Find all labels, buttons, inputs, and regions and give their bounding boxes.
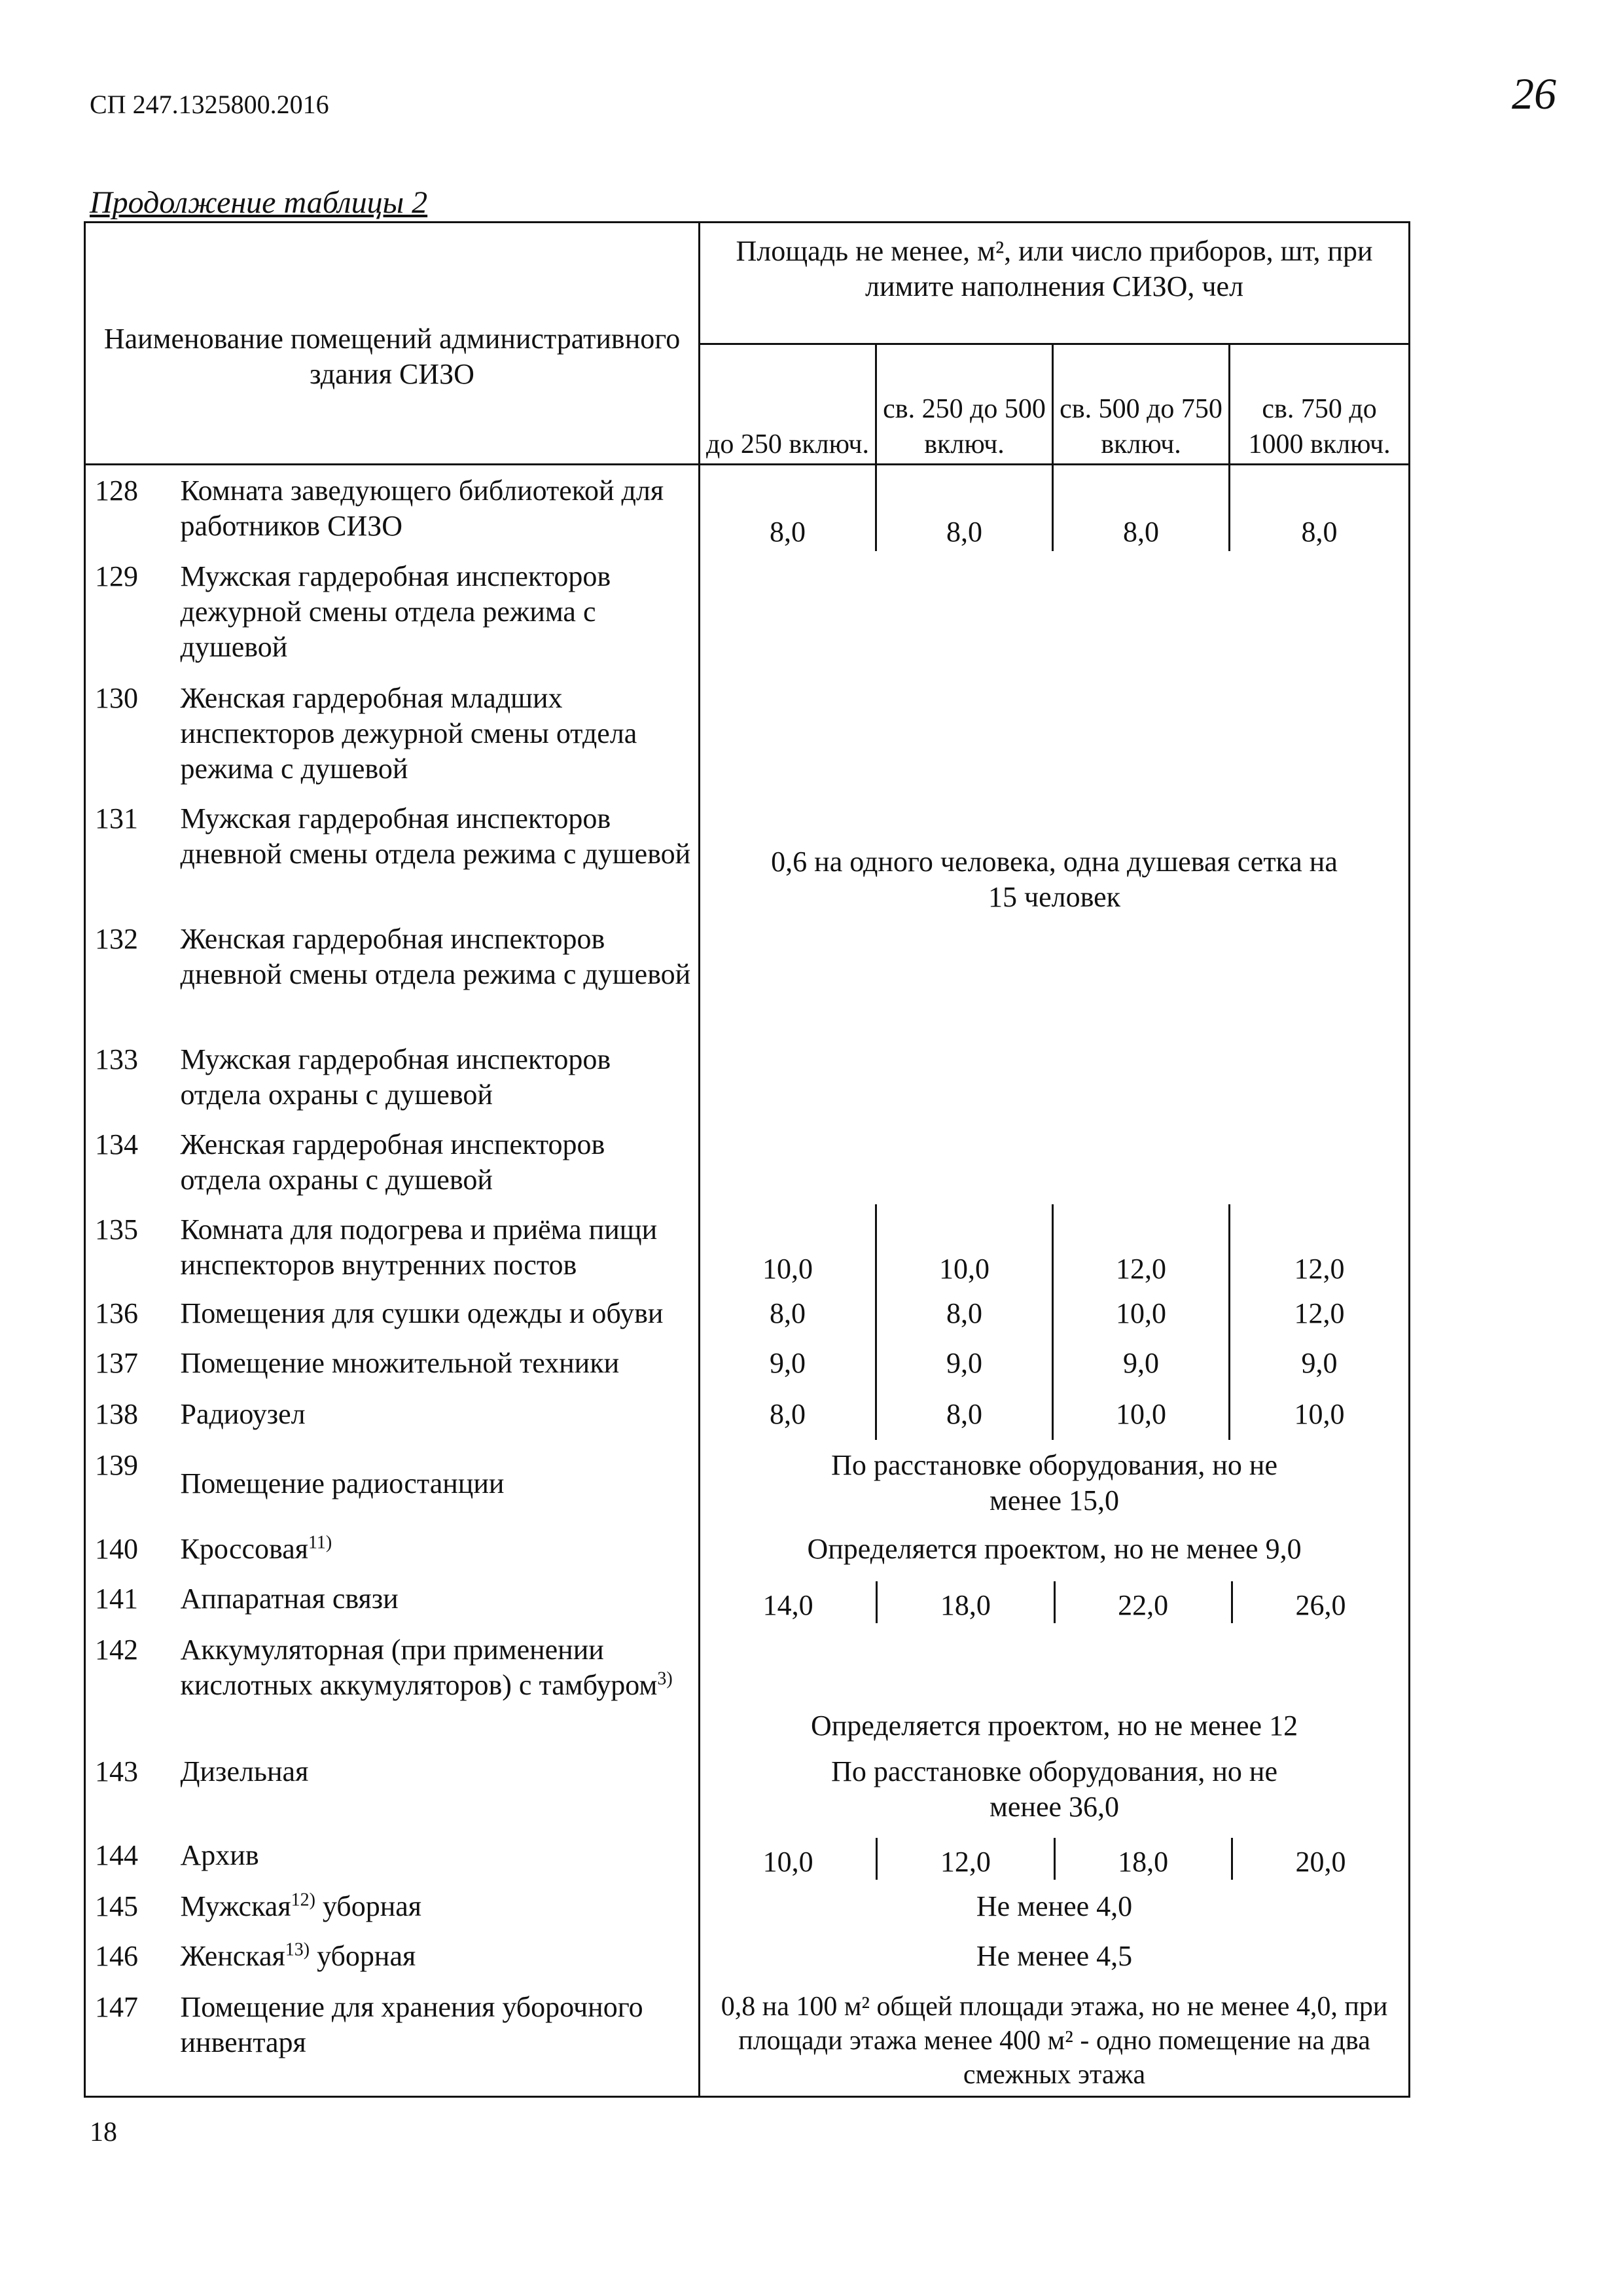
value-cell: 8,0 (1230, 465, 1410, 551)
row-number: 135 (85, 1204, 171, 1288)
room-name: Дизельная (171, 1746, 700, 1830)
table-caption: Продолжение таблицы 2 (90, 185, 428, 220)
merged-value-cell: 0,8 на 100 м² общей площади этажа, но не менее 4,0, при площади этажа менее 400 м² - одно помещение на два смежных этажа (700, 1982, 1410, 2097)
value-group (700, 1830, 1410, 1881)
room-name (171, 1881, 700, 1931)
table-row (85, 1440, 1410, 1524)
room-name-tail: уборная (315, 1890, 422, 1922)
room-name: Мужская гардеробная инспекторов дневной смены отдела режима с душевой (171, 793, 700, 914)
merged-value-cell: Не менее 4,5 (700, 1931, 1410, 1982)
merged-value-cell (700, 551, 1410, 1204)
value-cell: 9,0 (876, 1338, 1053, 1389)
room-name: Архив (171, 1830, 700, 1881)
table-row (85, 1524, 1410, 1573)
value-cell: 9,0 (770, 1346, 806, 1379)
room-name (171, 1931, 700, 1982)
value-cell: 20,0 (1295, 1845, 1346, 1878)
room-name: Женская гардеробная младших инспекторов дежурной смены отдела режима с душевой (171, 673, 700, 793)
room-name-text: Аккумуляторная (при применении кислотных аккумуляторов) с тамбуром (180, 1633, 658, 1701)
value-cell: 8,0 (876, 1288, 1053, 1338)
value-cell: 8,0 (1053, 465, 1230, 551)
subheader-col-1: до 250 включ. (700, 344, 876, 465)
room-name: Мужская гардеробная инспекторов отдела охраны с душевой (171, 1034, 700, 1119)
room-name: Помещение радиостанции (171, 1440, 700, 1524)
value-cell: 10,0 (1053, 1288, 1230, 1338)
value-cell: 10,0 (876, 1204, 1053, 1288)
value-cell: 9,0 (1053, 1338, 1230, 1389)
merged-text: 0,6 на одного человека, одна душевая сетка на 15 человек (771, 845, 1338, 913)
rooms-area-table (84, 221, 1410, 2098)
room-name: Радиоузел (171, 1389, 700, 1440)
header-room-name: Наименование помещений административного здания СИЗО (85, 223, 700, 465)
value-cell: 9,0 (1230, 1338, 1410, 1389)
page-number: 18 (90, 2117, 117, 2147)
row-number: 141 (85, 1573, 171, 1624)
room-name: Мужская гардеробная инспекторов дежурной смены отдела режима с душевой (171, 551, 700, 673)
row-number: 130 (85, 673, 171, 793)
table-row (85, 1288, 1410, 1338)
room-name: Помещение для хранения уборочного инвентаря (171, 1982, 700, 2097)
room-name-text: Женская (180, 1939, 285, 1972)
room-name: Комната заведующего библиотекой для работников СИЗО (171, 465, 700, 551)
row-number: 137 (85, 1338, 171, 1389)
room-name: Помещения для сушки одежды и обуви (171, 1288, 700, 1338)
footnote-ref: 12) (291, 1889, 315, 1910)
table-row (85, 1389, 1410, 1440)
merged-value-cell (700, 1746, 1410, 1830)
table-row (85, 1830, 1410, 1881)
row-number: 140 (85, 1524, 171, 1573)
table-row (85, 1982, 1410, 2097)
row-number: 128 (85, 465, 171, 551)
merged-text: По расстановке оборудования, но не менее 36,0 (831, 1755, 1277, 1823)
room-name-text: Мужская (180, 1890, 291, 1922)
row-number: 131 (85, 793, 171, 914)
row-number: 139 (85, 1440, 171, 1524)
merged-value-cell: Не менее 4,0 (700, 1881, 1410, 1931)
value-cell: 8,0 (876, 1389, 1053, 1440)
row-number: 145 (85, 1881, 171, 1931)
subheader-col-4: св. 750 до 1000 включ. (1230, 344, 1410, 465)
value-cell: 12,0 (1230, 1288, 1410, 1338)
room-name (171, 1524, 700, 1573)
row-number: 132 (85, 914, 171, 1034)
merged-text: По расстановке оборудования, но не менее 15,0 (831, 1448, 1277, 1516)
table-row (85, 1624, 1410, 1746)
row-number: 146 (85, 1931, 171, 1982)
table-row (85, 551, 1410, 673)
row-number: 133 (85, 1034, 171, 1119)
value-cell: 12,0 (1230, 1204, 1410, 1288)
value-cell: 8,0 (770, 515, 806, 548)
header-area-limit: Площадь не менее, м², или число приборов, шт, при лимите наполнения СИЗО, чел (700, 223, 1410, 344)
value-cell: 18,0 (1118, 1845, 1169, 1878)
merged-value-cell: Определяется проектом, но не менее 9,0 (700, 1524, 1410, 1573)
value-cell: 22,0 (1118, 1588, 1169, 1621)
value-cell: 10,0 (762, 1252, 813, 1285)
value-cell: 12,0 (1053, 1204, 1230, 1288)
merged-value-cell (700, 1440, 1410, 1524)
value-group (700, 1573, 1410, 1624)
room-name: Комната для подогрева и приёма пищи инспекторов внутренних постов (171, 1204, 700, 1288)
room-name: Помещение множительной техники (171, 1338, 700, 1389)
table-row (85, 1931, 1410, 1982)
footnote-ref: 13) (285, 1939, 310, 1960)
room-name-tail: уборная (310, 1939, 416, 1972)
subheader-col-3: св. 500 до 750 включ. (1053, 344, 1230, 465)
merged-value-cell: Определяется проектом, но не менее 12 (700, 1624, 1410, 1746)
value-cell: 18,0 (940, 1588, 991, 1621)
inline-values (700, 1573, 1408, 1623)
room-name (171, 1624, 700, 1746)
table-row (85, 1881, 1410, 1931)
footnote-ref: 3) (657, 1668, 673, 1689)
room-name: Женская гардеробная инспекторов дневной смены отдела режима с душевой (171, 914, 700, 1034)
table-row (85, 465, 1410, 551)
row-number: 147 (85, 1982, 171, 2097)
table-row (85, 1746, 1410, 1830)
row-number: 138 (85, 1389, 171, 1440)
value-cell: 8,0 (770, 1397, 806, 1430)
value-cell: 14,0 (762, 1588, 813, 1621)
value-cell: 8,0 (876, 465, 1053, 551)
value-cell: 10,0 (762, 1845, 813, 1878)
value-cell: 10,0 (1053, 1389, 1230, 1440)
value-cell: 10,0 (1230, 1389, 1410, 1440)
value-cell: 12,0 (940, 1845, 991, 1878)
table-row (85, 1204, 1410, 1288)
value-cell: 8,0 (770, 1297, 806, 1329)
room-name: Аппаратная связи (171, 1573, 700, 1624)
value-cell: 26,0 (1295, 1588, 1346, 1621)
room-name-text: Кроссовая (180, 1532, 308, 1565)
room-name: Женская гардеробная инспекторов отдела охраны с душевой (171, 1119, 700, 1204)
subheader-col-2: св. 250 до 500 включ. (876, 344, 1053, 465)
footnote-ref: 11) (308, 1532, 332, 1552)
table-row (85, 1338, 1410, 1389)
row-number: 136 (85, 1288, 171, 1338)
row-number: 143 (85, 1746, 171, 1830)
row-number: 134 (85, 1119, 171, 1204)
table-row (85, 1573, 1410, 1624)
row-number: 142 (85, 1624, 171, 1746)
document-code: СП 247.1325800.2016 (90, 90, 329, 119)
row-number: 144 (85, 1830, 171, 1881)
row-number: 129 (85, 551, 171, 673)
handwritten-page-mark: 26 (1512, 69, 1556, 118)
inline-values (700, 1830, 1408, 1880)
